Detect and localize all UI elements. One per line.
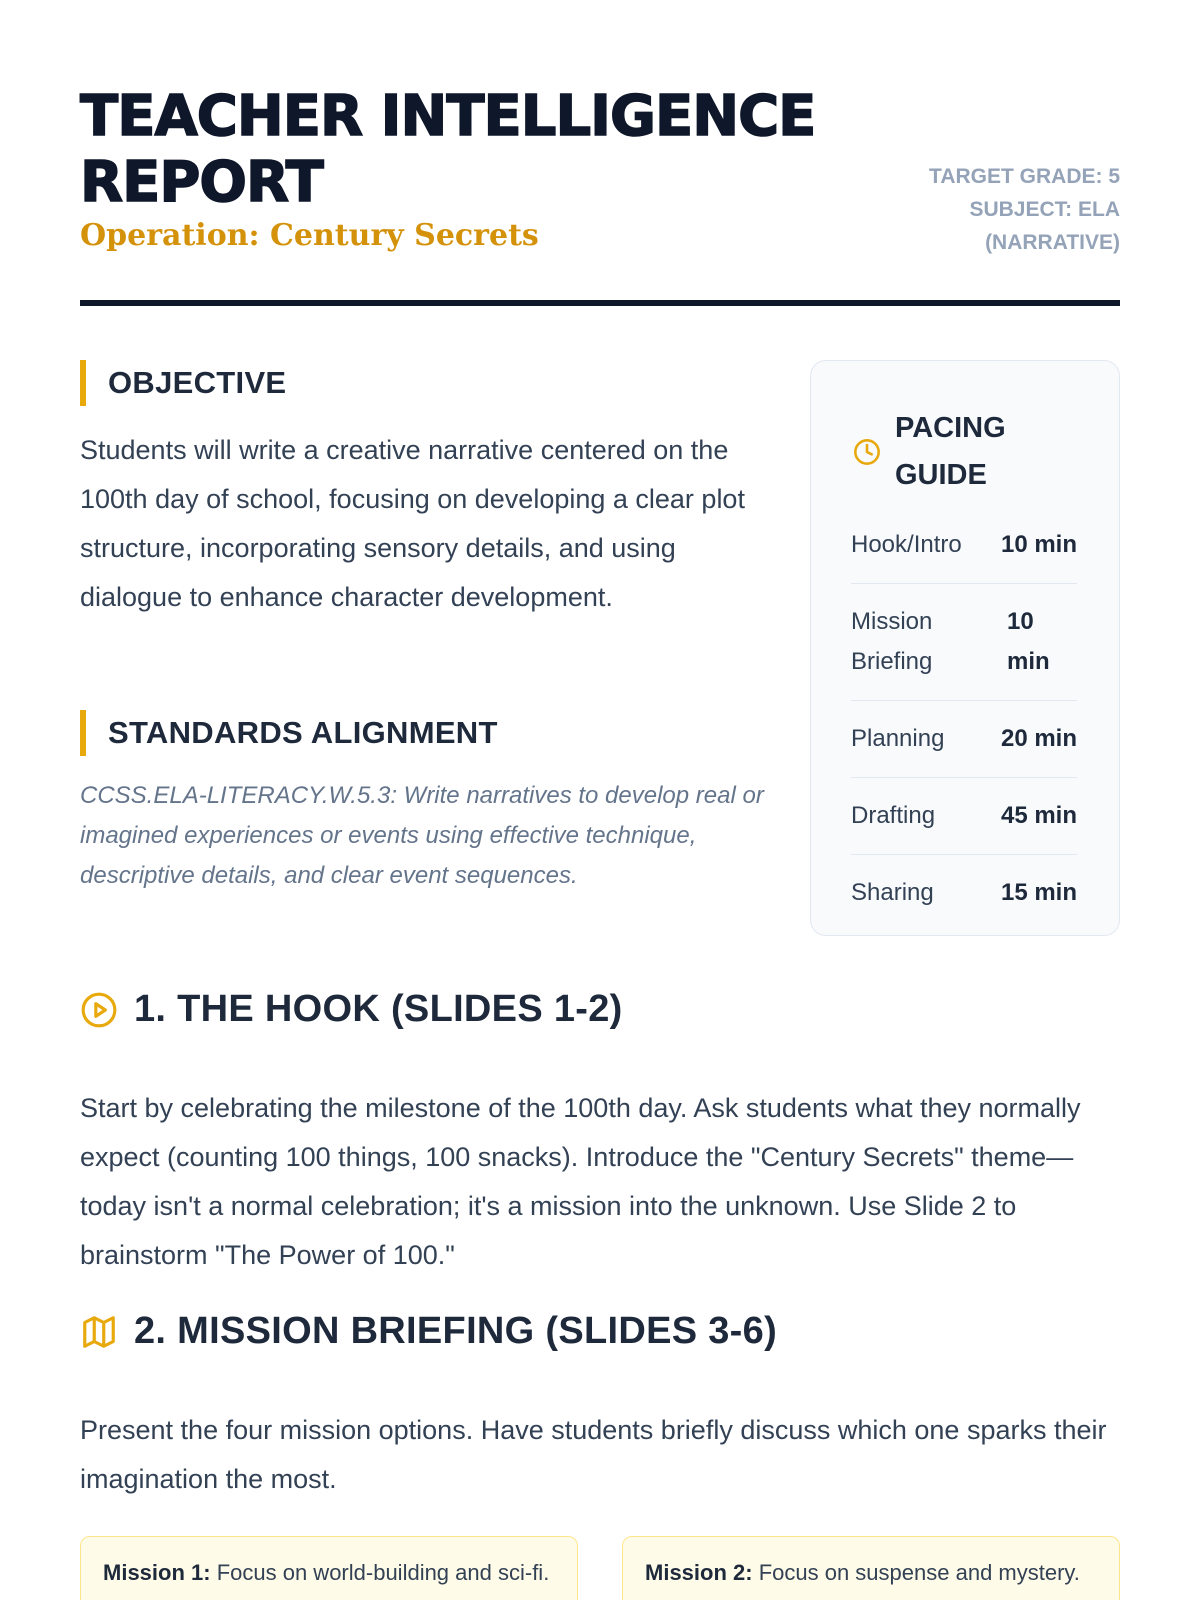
pacing-row xyxy=(851,701,1077,778)
mission-briefing-heading xyxy=(80,1310,777,1353)
objective-text: Students will write a creative narrative centered on the 100th day of school, focusing on developing a clear plot structure, incorporating sensory details, and using dialogue to enhance character development. xyxy=(80,435,745,612)
pacing-row xyxy=(851,778,1077,855)
header-divider xyxy=(80,300,1120,306)
play-circle-icon xyxy=(80,991,118,1029)
pacing-guide-title: PACING GUIDE xyxy=(895,412,1006,491)
operation-subtitle: Operation: Century Secrets xyxy=(80,218,539,253)
target-grade: TARGET GRADE: 5 xyxy=(929,165,1120,188)
pacing-row xyxy=(851,507,1077,584)
heading-accent-bar xyxy=(80,710,86,756)
standards-text: CCSS.ELA-LITERACY.W.5.3: Write narratives to develop real or imagined experiences or events using effective technique, descriptive details, and clear event sequences. xyxy=(80,782,764,889)
report-header xyxy=(80,84,1120,304)
heading-accent-bar xyxy=(80,360,86,406)
objective-heading-label: OBJECTIVE xyxy=(108,365,287,400)
mission-card xyxy=(622,1536,1120,1600)
hook-section-heading xyxy=(80,988,623,1031)
pacing-duration: 45 min xyxy=(1000,802,1077,829)
map-icon xyxy=(80,1313,118,1351)
hook-section-text: Start by celebrating the milestone of the 100th day. Ask students what they normally expect (counting 100 things, 100 snacks). Introduce the "Century Secrets" theme—today isn't a normal celebration; it's a mission into the unknown. Use Slide 2 to brainstorm "The Power of 100." xyxy=(80,1093,1081,1270)
pacing-guide-card xyxy=(810,360,1120,936)
pacing-duration: 20 min xyxy=(1000,725,1077,752)
mission-briefing-title: 2. MISSION BRIEFING (SLIDES 3-6) xyxy=(134,1310,778,1352)
standards-heading xyxy=(80,710,498,756)
report-meta xyxy=(860,160,1120,259)
mission-label: Mission 2: xyxy=(645,1560,753,1585)
objective-heading xyxy=(80,360,286,406)
pacing-label: Mission Briefing xyxy=(851,608,933,675)
subject-type: (NARRATIVE) xyxy=(985,231,1120,254)
mission-description: Focus on suspense and mystery. xyxy=(758,1560,1080,1585)
standards-heading-label: STANDARDS ALIGNMENT xyxy=(108,715,498,750)
pacing-label: Drafting xyxy=(851,802,936,829)
pacing-label: Planning xyxy=(851,725,945,752)
pacing-guide-header xyxy=(853,405,1035,499)
pacing-duration: 10 min xyxy=(1007,608,1050,675)
report-page xyxy=(80,0,1120,1600)
pacing-duration: 10 min xyxy=(1000,531,1077,558)
pacing-duration: 15 min xyxy=(1000,879,1077,906)
pacing-row xyxy=(851,855,1077,931)
mission-briefing-text: Present the four mission options. Have students briefly discuss which one sparks their imagination the most. xyxy=(80,1415,1107,1494)
pacing-list xyxy=(851,507,1077,931)
mission-label: Mission 1: xyxy=(103,1560,211,1585)
pacing-row xyxy=(851,584,1077,701)
mission-card xyxy=(80,1536,578,1600)
mission-description: Focus on world-building and sci-fi. xyxy=(216,1560,550,1585)
pacing-label: Hook/Intro xyxy=(851,531,962,558)
page-title: TEACHER INTELLIGENCE REPORT xyxy=(80,84,816,215)
pacing-label: Sharing xyxy=(851,879,934,906)
clock-icon xyxy=(853,438,881,466)
subject-line: SUBJECT: ELA xyxy=(969,198,1120,221)
hook-section-title: 1. THE HOOK (SLIDES 1-2) xyxy=(134,988,623,1030)
